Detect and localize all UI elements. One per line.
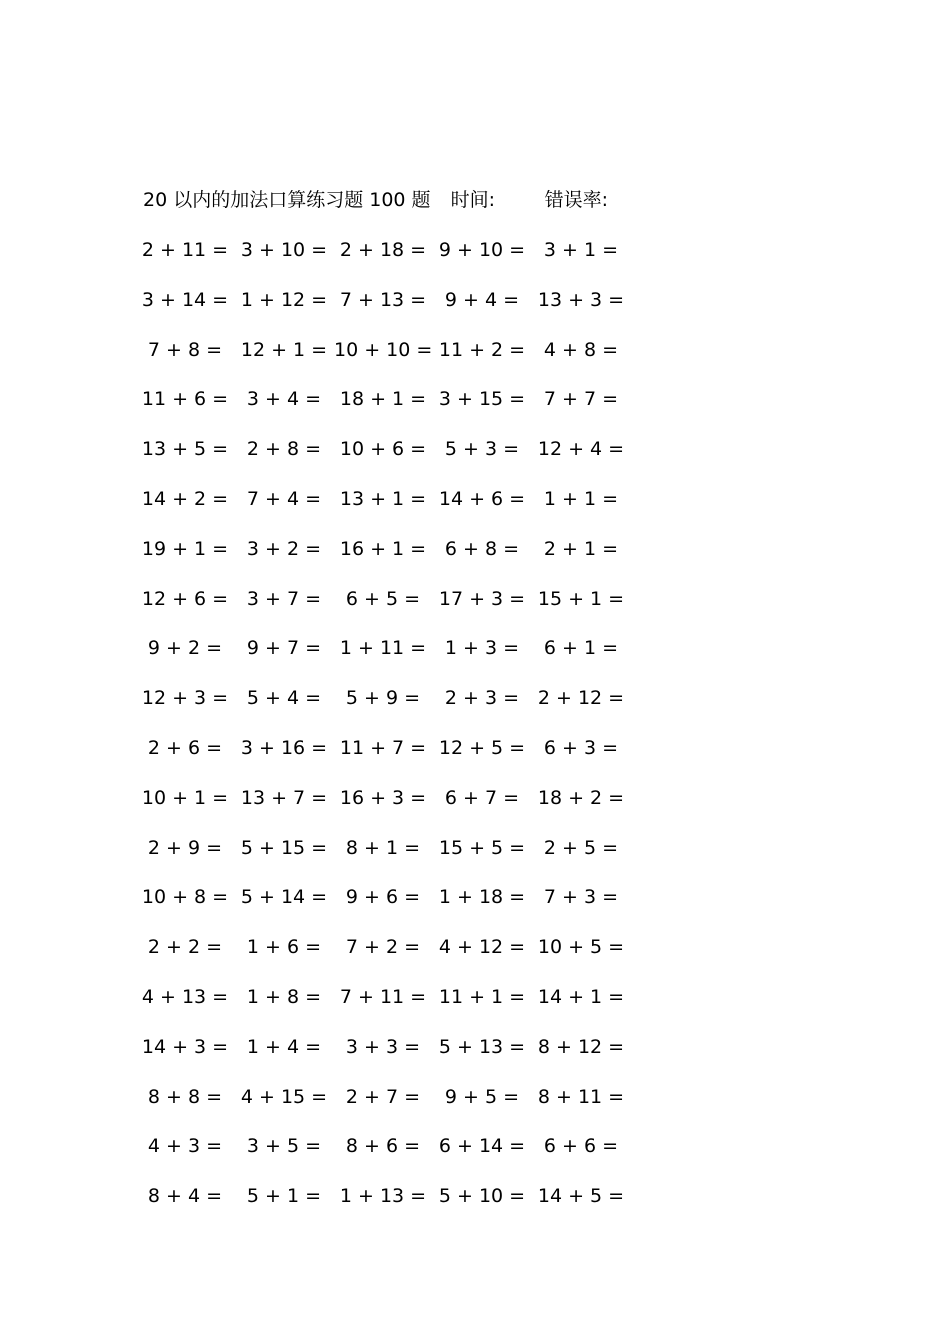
problem-item: 5 + 1 = xyxy=(246,1185,322,1208)
problem-row xyxy=(143,983,623,1033)
problem-item: 5 + 14 = xyxy=(240,886,328,909)
problem-item: 7 + 3 = xyxy=(543,886,619,909)
problem-item: 11 + 7 = xyxy=(339,736,427,759)
problem-item: 6 + 8 = xyxy=(444,537,520,560)
problem-item: 1 + 13 = xyxy=(339,1185,427,1208)
problem-item: 15 + 1 = xyxy=(537,587,625,610)
problem-item: 12 + 6 = xyxy=(141,587,229,610)
problem-item: 10 + 10 = xyxy=(334,338,433,361)
problem-item: 16 + 3 = xyxy=(339,786,427,809)
problem-row xyxy=(143,385,623,435)
problem-item: 6 + 7 = xyxy=(444,786,520,809)
problem-row xyxy=(143,784,623,834)
problem-item: 18 + 1 = xyxy=(339,388,427,411)
problem-item: 3 + 15 = xyxy=(438,388,526,411)
problem-item: 1 + 12 = xyxy=(240,288,328,311)
problem-item: 4 + 15 = xyxy=(240,1085,328,1108)
problem-item: 3 + 7 = xyxy=(246,587,322,610)
problem-item: 3 + 4 = xyxy=(246,388,322,411)
problem-item: 4 + 13 = xyxy=(141,985,229,1008)
problem-item: 5 + 15 = xyxy=(240,836,328,859)
problem-item: 9 + 10 = xyxy=(438,239,526,261)
problem-item: 1 + 11 = xyxy=(339,637,427,660)
problem-item: 1 + 1 = xyxy=(543,487,619,510)
problem-row xyxy=(143,336,623,386)
problem-item: 6 + 3 = xyxy=(543,736,619,759)
problem-item: 8 + 1 = xyxy=(345,836,421,859)
problem-item: 12 + 5 = xyxy=(438,736,526,759)
problem-row xyxy=(143,585,623,635)
problem-item: 13 + 7 = xyxy=(240,786,328,809)
problem-item: 9 + 7 = xyxy=(246,637,322,660)
problem-item: 2 + 1 = xyxy=(543,537,619,560)
problem-row xyxy=(143,1033,623,1083)
problem-item: 2 + 3 = xyxy=(444,687,520,710)
problem-item: 3 + 5 = xyxy=(246,1135,322,1158)
problem-item: 10 + 6 = xyxy=(339,438,427,461)
problem-item: 1 + 18 = xyxy=(438,886,526,909)
problem-item: 10 + 1 = xyxy=(141,786,229,809)
problem-item: 5 + 3 = xyxy=(444,438,520,461)
problem-item: 11 + 6 = xyxy=(141,388,229,411)
problem-item: 4 + 12 = xyxy=(438,936,526,959)
problem-row xyxy=(143,634,623,684)
problem-item: 8 + 6 = xyxy=(345,1135,421,1158)
problem-row xyxy=(143,485,623,535)
problem-row xyxy=(143,286,623,336)
problem-item: 4 + 8 = xyxy=(543,338,619,361)
problem-item: 2 + 11 = xyxy=(141,239,229,261)
problem-item: 14 + 6 = xyxy=(438,487,526,510)
problem-item: 3 + 14 = xyxy=(141,288,229,311)
problem-item: 17 + 3 = xyxy=(438,587,526,610)
worksheet-title: 20 以内的加法口算练习题 100 题 xyxy=(143,189,431,211)
problem-item: 5 + 10 = xyxy=(438,1185,526,1208)
problem-item: 16 + 1 = xyxy=(339,537,427,560)
problem-item: 9 + 2 = xyxy=(147,637,223,660)
problem-item: 2 + 6 = xyxy=(147,736,223,759)
problem-item: 8 + 4 = xyxy=(147,1185,223,1208)
problem-item: 5 + 9 = xyxy=(345,687,421,710)
problem-item: 2 + 2 = xyxy=(147,936,223,959)
problem-item: 12 + 1 = xyxy=(240,338,328,361)
problem-item: 8 + 12 = xyxy=(537,1035,625,1058)
problem-item: 2 + 9 = xyxy=(147,836,223,859)
problem-item: 5 + 13 = xyxy=(438,1035,526,1058)
problem-row xyxy=(143,1083,623,1133)
problem-item: 6 + 14 = xyxy=(438,1135,526,1158)
problem-item: 3 + 16 = xyxy=(240,736,328,759)
error-rate-label: 错误率: xyxy=(544,189,609,211)
problem-row xyxy=(143,1182,623,1232)
worksheet-header xyxy=(143,187,608,213)
problem-item: 14 + 1 = xyxy=(537,985,625,1008)
problem-item: 2 + 8 = xyxy=(246,438,322,461)
problem-row xyxy=(143,883,623,933)
problem-item: 2 + 7 = xyxy=(345,1085,421,1108)
problem-item: 10 + 5 = xyxy=(537,936,625,959)
problem-row xyxy=(143,834,623,884)
problem-row xyxy=(143,734,623,784)
problem-item: 9 + 6 = xyxy=(345,886,421,909)
problem-item: 19 + 1 = xyxy=(141,537,229,560)
problem-item: 1 + 3 = xyxy=(444,637,520,660)
problem-item: 1 + 8 = xyxy=(246,985,322,1008)
problem-item: 14 + 3 = xyxy=(141,1035,229,1058)
problem-item: 3 + 10 = xyxy=(240,239,328,261)
problem-item: 13 + 3 = xyxy=(537,288,625,311)
problem-item: 14 + 2 = xyxy=(141,487,229,510)
problem-item: 3 + 3 = xyxy=(345,1035,421,1058)
problem-item: 8 + 11 = xyxy=(537,1085,625,1108)
problem-item: 10 + 8 = xyxy=(141,886,229,909)
problem-item: 5 + 4 = xyxy=(246,687,322,710)
problem-row xyxy=(143,684,623,734)
time-label: 时间: xyxy=(450,189,496,211)
problem-item: 18 + 2 = xyxy=(537,786,625,809)
problem-item: 9 + 4 = xyxy=(444,288,520,311)
problem-item: 7 + 11 = xyxy=(339,985,427,1008)
problem-item: 2 + 18 = xyxy=(339,239,427,261)
problem-item: 12 + 3 = xyxy=(141,687,229,710)
problem-item: 7 + 4 = xyxy=(246,487,322,510)
problem-item: 1 + 6 = xyxy=(246,936,322,959)
problem-item: 12 + 4 = xyxy=(537,438,625,461)
problem-row xyxy=(143,435,623,485)
problem-item: 13 + 1 = xyxy=(339,487,427,510)
problem-item: 2 + 12 = xyxy=(537,687,625,710)
problem-item: 7 + 8 = xyxy=(147,338,223,361)
problem-item: 14 + 5 = xyxy=(537,1185,625,1208)
problem-item: 11 + 2 = xyxy=(438,338,526,361)
problem-item: 4 + 3 = xyxy=(147,1135,223,1158)
problem-row xyxy=(143,236,623,286)
problem-item: 7 + 2 = xyxy=(345,936,421,959)
problem-grid xyxy=(143,236,623,1232)
problem-item: 6 + 6 = xyxy=(543,1135,619,1158)
problem-item: 13 + 5 = xyxy=(141,438,229,461)
problem-item: 7 + 13 = xyxy=(339,288,427,311)
problem-item: 8 + 8 = xyxy=(147,1085,223,1108)
problem-item: 3 + 2 = xyxy=(246,537,322,560)
problem-item: 1 + 4 = xyxy=(246,1035,322,1058)
problem-row xyxy=(143,1132,623,1182)
problem-item: 15 + 5 = xyxy=(438,836,526,859)
problem-item: 9 + 5 = xyxy=(444,1085,520,1108)
problem-item: 2 + 5 = xyxy=(543,836,619,859)
problem-item: 3 + 1 = xyxy=(543,239,619,261)
problem-item: 6 + 1 = xyxy=(543,637,619,660)
problem-row xyxy=(143,535,623,585)
problem-row xyxy=(143,933,623,983)
problem-item: 11 + 1 = xyxy=(438,985,526,1008)
problem-item: 7 + 7 = xyxy=(543,388,619,411)
problem-item: 6 + 5 = xyxy=(345,587,421,610)
